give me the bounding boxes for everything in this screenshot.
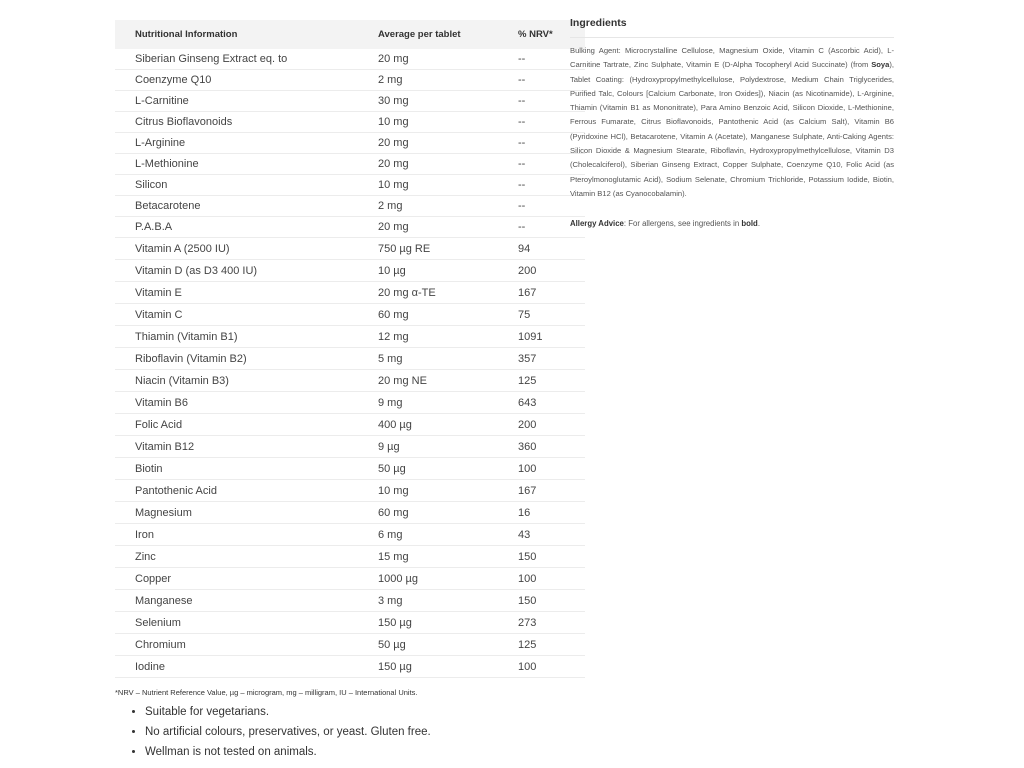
nutrient-nrv: -- bbox=[498, 196, 585, 217]
nutrient-name: Zinc bbox=[115, 546, 358, 568]
table-header-row bbox=[115, 20, 585, 49]
table-row bbox=[115, 133, 585, 154]
nutrient-name: Selenium bbox=[115, 612, 358, 634]
nutrient-name: Pantothenic Acid bbox=[115, 480, 358, 502]
nutrient-nrv: 100 bbox=[498, 568, 585, 590]
nutrient-amount: 1000 µg bbox=[358, 568, 498, 590]
table-row bbox=[115, 260, 585, 282]
table-row bbox=[115, 524, 585, 546]
nutrient-name: Vitamin D (as D3 400 IU) bbox=[115, 260, 358, 282]
nutrient-amount: 12 mg bbox=[358, 326, 498, 348]
table-row bbox=[115, 634, 585, 656]
allergy-advice-text: : For allergens, see ingredients in bbox=[623, 219, 742, 229]
nutrient-name: Betacarotene bbox=[115, 196, 358, 217]
header-nutritional-information: Nutritional Information bbox=[135, 29, 238, 40]
nutrient-name: Siberian Ginseng Extract eq. to bbox=[115, 49, 358, 70]
nutrient-name: Iron bbox=[115, 524, 358, 546]
nutrient-amount: 150 µg bbox=[358, 656, 498, 678]
header-average-per-tablet: Average per tablet bbox=[378, 29, 461, 40]
nutrient-name: Manganese bbox=[115, 590, 358, 612]
table-row bbox=[115, 370, 585, 392]
table-row bbox=[115, 612, 585, 634]
nutrient-name: Biotin bbox=[115, 458, 358, 480]
table-row bbox=[115, 112, 585, 133]
nutrient-amount: 2 mg bbox=[358, 196, 498, 217]
header-nrv: % NRV* bbox=[518, 29, 553, 40]
ingredients-text-part: ), Tablet Coating: (Hydroxypropylmethylcellulose, Polydextrose, Medium Chain Triglycerides, Purified Talc, Colours [Calcium Carbonate, Iron Oxides]), Niacin (as Nicotinamide), L-Arginine, Thiamin (Vitamin B1 as Mononitrate), Para Amino Benzoic Acid, Silicon Dioxide, L-Methionine, Ferrous Fumarate, Citrus Bioflavonoids, Pantothenic Acid (as Calcium Salt), Vitamin B6 (Pyridoxine HCl), Betacarotene, Vitamin A (Acetate), Manganese Sulphate, Anti-Caking Agents: Silicon Dioxide & Magnesium Stearate, Riboflavin, Hydroxypropylmethylcellulose, Vitamin D3 (Cholecalciferol), Siberian Ginseng Extract, Copper Sulphate, Coenzyme Q10, Folic Acid (as Pteroylmonoglutamic Acid), Sodium Selenate, Chromium Trichloride, Potassium Iodide, Biotin, Vitamin B12 (as Cyanocobalamin). bbox=[570, 60, 894, 198]
table-row bbox=[115, 458, 585, 480]
allergy-advice bbox=[570, 217, 894, 231]
nutrient-amount: 20 mg bbox=[358, 133, 498, 154]
nutrient-nrv: 100 bbox=[498, 656, 585, 678]
feature-list bbox=[127, 702, 431, 762]
nutrient-nrv: -- bbox=[498, 112, 585, 133]
allergy-advice-label: Allergy Advice bbox=[570, 219, 624, 229]
nutrient-name: L-Arginine bbox=[115, 133, 358, 154]
nutrient-nrv: 16 bbox=[498, 502, 585, 524]
nutrient-nrv: 360 bbox=[498, 436, 585, 458]
ingredients-text-part: Bulking Agent: Microcrystalline Cellulose, Magnesium Oxide, Vitamin C (Ascorbic Acid), L-Carnitine Tartrate, Zinc Sulphate, Vitamin E (D-Alpha Tocopheryl Acid Succinate) (from bbox=[570, 46, 894, 70]
table-row bbox=[115, 656, 585, 678]
ingredients-section bbox=[570, 15, 894, 231]
nutrient-name: L-Carnitine bbox=[115, 91, 358, 112]
nutrient-amount: 3 mg bbox=[358, 590, 498, 612]
table-row bbox=[115, 568, 585, 590]
nutrient-name: P.A.B.A bbox=[115, 217, 358, 238]
nutrient-nrv: 273 bbox=[498, 612, 585, 634]
nutrient-name: Vitamin A (2500 IU) bbox=[115, 238, 358, 260]
nutrient-nrv: 125 bbox=[498, 370, 585, 392]
table-row bbox=[115, 196, 585, 217]
table-row bbox=[115, 91, 585, 112]
nutrient-nrv: 1091 bbox=[498, 326, 585, 348]
nutrient-name: Copper bbox=[115, 568, 358, 590]
table-row bbox=[115, 392, 585, 414]
nutrient-nrv: -- bbox=[498, 133, 585, 154]
nutrient-nrv: 75 bbox=[498, 304, 585, 326]
nutrient-amount: 30 mg bbox=[358, 91, 498, 112]
table-row bbox=[115, 326, 585, 348]
nutrient-nrv: 125 bbox=[498, 634, 585, 656]
nutrient-name: Riboflavin (Vitamin B2) bbox=[115, 348, 358, 370]
nutrient-nrv: -- bbox=[498, 154, 585, 175]
table-row bbox=[115, 304, 585, 326]
table-row bbox=[115, 49, 585, 70]
nutrient-amount: 10 mg bbox=[358, 112, 498, 133]
list-item: • Suitable for vegetarians. bbox=[145, 702, 431, 722]
nutrition-table bbox=[115, 20, 585, 678]
nutrient-nrv: 150 bbox=[498, 546, 585, 568]
table-row bbox=[115, 436, 585, 458]
nutrient-nrv: -- bbox=[498, 49, 585, 70]
nutrient-nrv: 167 bbox=[498, 480, 585, 502]
nutrient-nrv: 200 bbox=[498, 414, 585, 436]
allergy-advice-bold: bold bbox=[741, 219, 758, 229]
nutrient-amount: 20 mg bbox=[358, 49, 498, 70]
nutrient-amount: 10 mg bbox=[358, 175, 498, 196]
nutrient-name: Chromium bbox=[115, 634, 358, 656]
nutrient-amount: 60 mg bbox=[358, 502, 498, 524]
table-row bbox=[115, 238, 585, 260]
nutrient-amount: 20 mg bbox=[358, 217, 498, 238]
nutrient-amount: 2 mg bbox=[358, 70, 498, 91]
nutrient-amount: 10 mg bbox=[358, 480, 498, 502]
table-row bbox=[115, 590, 585, 612]
nutrient-name: Vitamin E bbox=[115, 282, 358, 304]
nutrient-amount: 20 mg bbox=[358, 154, 498, 175]
nutrient-name: Silicon bbox=[115, 175, 358, 196]
nutrient-nrv: 150 bbox=[498, 590, 585, 612]
nutrition-table-body bbox=[115, 49, 585, 678]
nutrient-name: Vitamin C bbox=[115, 304, 358, 326]
nutrient-amount: 9 mg bbox=[358, 392, 498, 414]
nutrient-amount: 400 µg bbox=[358, 414, 498, 436]
allergen-soya: Soya bbox=[871, 60, 890, 70]
table-row bbox=[115, 175, 585, 196]
ingredients-text bbox=[570, 44, 894, 201]
nutrient-amount: 150 µg bbox=[358, 612, 498, 634]
nutrient-nrv: -- bbox=[498, 217, 585, 238]
nutrient-nrv: -- bbox=[498, 91, 585, 112]
allergy-advice-end: . bbox=[757, 219, 760, 229]
nutrient-name: Niacin (Vitamin B3) bbox=[115, 370, 358, 392]
nutrient-amount: 9 µg bbox=[358, 436, 498, 458]
nutrient-amount: 50 µg bbox=[358, 634, 498, 656]
ingredients-title: Ingredients bbox=[570, 17, 627, 29]
table-row bbox=[115, 546, 585, 568]
nutrient-name: Folic Acid bbox=[115, 414, 358, 436]
nutrient-name: Citrus Bioflavonoids bbox=[115, 112, 358, 133]
ingredients-divider bbox=[570, 37, 894, 38]
nrv-footnote: *NRV – Nutrient Reference Value, µg – microgram, mg – milligram, IU – International Units. bbox=[115, 688, 418, 697]
nutrient-nrv: -- bbox=[498, 175, 585, 196]
table-row bbox=[115, 480, 585, 502]
table-row bbox=[115, 217, 585, 238]
nutrient-amount: 750 µg RE bbox=[358, 238, 498, 260]
nutrient-name: Iodine bbox=[115, 656, 358, 678]
nutrition-table-container bbox=[115, 20, 585, 678]
table-row bbox=[115, 414, 585, 436]
table-row bbox=[115, 282, 585, 304]
list-item: • Wellman is not tested on animals. bbox=[145, 742, 431, 762]
nutrient-nrv: -- bbox=[498, 70, 585, 91]
nutrient-name: Thiamin (Vitamin B1) bbox=[115, 326, 358, 348]
table-row bbox=[115, 70, 585, 91]
nutrient-name: L-Methionine bbox=[115, 154, 358, 175]
nutrient-amount: 50 µg bbox=[358, 458, 498, 480]
nutrient-nrv: 643 bbox=[498, 392, 585, 414]
table-row bbox=[115, 348, 585, 370]
nutrient-amount: 10 µg bbox=[358, 260, 498, 282]
nutrient-name: Vitamin B6 bbox=[115, 392, 358, 414]
nutrient-amount: 20 mg NE bbox=[358, 370, 498, 392]
nutrient-nrv: 167 bbox=[498, 282, 585, 304]
list-item: • No artificial colours, preservatives, or yeast. Gluten free. bbox=[145, 722, 431, 742]
nutrient-amount: 20 mg α-TE bbox=[358, 282, 498, 304]
nutrient-nrv: 200 bbox=[498, 260, 585, 282]
table-row bbox=[115, 154, 585, 175]
nutrient-nrv: 94 bbox=[498, 238, 585, 260]
nutrient-amount: 5 mg bbox=[358, 348, 498, 370]
nutrient-name: Vitamin B12 bbox=[115, 436, 358, 458]
nutrient-name: Magnesium bbox=[115, 502, 358, 524]
nutrient-nrv: 357 bbox=[498, 348, 585, 370]
nutrient-amount: 6 mg bbox=[358, 524, 498, 546]
nutrient-name: Coenzyme Q10 bbox=[115, 70, 358, 91]
table-row bbox=[115, 502, 585, 524]
nutrient-nrv: 43 bbox=[498, 524, 585, 546]
nutrient-amount: 60 mg bbox=[358, 304, 498, 326]
nutrient-nrv: 100 bbox=[498, 458, 585, 480]
nutrient-amount: 15 mg bbox=[358, 546, 498, 568]
